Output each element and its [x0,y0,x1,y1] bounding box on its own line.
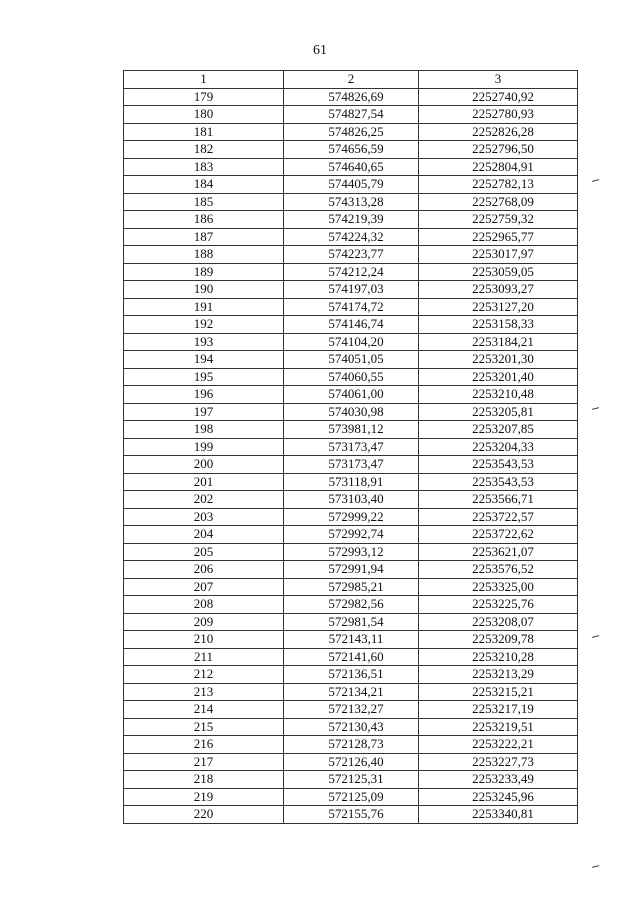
cell-point-number: 205 [124,543,284,561]
cell-y-coordinate: 2252796,50 [419,141,578,159]
table-row [124,123,578,141]
cell-y-coordinate: 2253093,27 [419,281,578,299]
cell-point-number: 184 [124,176,284,194]
table-row [124,193,578,211]
coordinates-table [123,70,578,824]
cell-y-coordinate: 2252759,32 [419,211,578,229]
cell-point-number: 181 [124,123,284,141]
cell-point-number: 219 [124,788,284,806]
cell-point-number: 195 [124,368,284,386]
cell-x-coordinate: 572992,74 [284,526,419,544]
table-row [124,176,578,194]
cell-point-number: 203 [124,508,284,526]
cell-y-coordinate: 2253213,29 [419,666,578,684]
cell-y-coordinate: 2253219,51 [419,718,578,736]
cell-point-number: 216 [124,736,284,754]
cell-point-number: 187 [124,228,284,246]
cell-x-coordinate: 572134,21 [284,683,419,701]
table-row [124,421,578,439]
table-row [124,543,578,561]
cell-point-number: 200 [124,456,284,474]
table-row [124,403,578,421]
margin-mark [592,407,599,410]
cell-y-coordinate: 2253543,53 [419,473,578,491]
column-header-x: 2 [284,71,419,89]
cell-y-coordinate: 2252826,28 [419,123,578,141]
table-row [124,648,578,666]
cell-x-coordinate: 572125,09 [284,788,419,806]
cell-x-coordinate: 572125,31 [284,771,419,789]
table-row [124,456,578,474]
cell-point-number: 197 [124,403,284,421]
table-row [124,736,578,754]
table-row [124,106,578,124]
cell-x-coordinate: 572136,51 [284,666,419,684]
cell-y-coordinate: 2253217,19 [419,701,578,719]
column-header-point: 1 [124,71,284,89]
cell-point-number: 183 [124,158,284,176]
cell-x-coordinate: 572130,43 [284,718,419,736]
cell-y-coordinate: 2253566,71 [419,491,578,509]
cell-y-coordinate: 2253201,40 [419,368,578,386]
cell-x-coordinate: 572143,11 [284,631,419,649]
cell-y-coordinate: 2252740,92 [419,88,578,106]
cell-y-coordinate: 2253325,00 [419,578,578,596]
cell-y-coordinate: 2253209,78 [419,631,578,649]
table-row [124,473,578,491]
cell-x-coordinate: 573173,47 [284,456,419,474]
table-row [124,526,578,544]
cell-x-coordinate: 574223,77 [284,246,419,264]
cell-point-number: 196 [124,386,284,404]
table-row [124,438,578,456]
cell-point-number: 210 [124,631,284,649]
cell-y-coordinate: 2253017,97 [419,246,578,264]
table-row [124,386,578,404]
cell-x-coordinate: 574405,79 [284,176,419,194]
cell-x-coordinate: 573981,12 [284,421,419,439]
cell-x-coordinate: 574030,98 [284,403,419,421]
table-row [124,88,578,106]
cell-x-coordinate: 574060,55 [284,368,419,386]
cell-x-coordinate: 572132,27 [284,701,419,719]
cell-x-coordinate: 574061,00 [284,386,419,404]
cell-point-number: 209 [124,613,284,631]
cell-y-coordinate: 2253207,85 [419,421,578,439]
cell-point-number: 206 [124,561,284,579]
cell-point-number: 215 [124,718,284,736]
table-row [124,578,578,596]
table-row [124,211,578,229]
table-row [124,246,578,264]
cell-point-number: 190 [124,281,284,299]
cell-x-coordinate: 572155,76 [284,806,419,824]
table-row [124,141,578,159]
cell-y-coordinate: 2252782,13 [419,176,578,194]
table-body [124,88,578,823]
cell-x-coordinate: 572128,73 [284,736,419,754]
table-row [124,228,578,246]
cell-point-number: 194 [124,351,284,369]
cell-point-number: 220 [124,806,284,824]
cell-x-coordinate: 572126,40 [284,753,419,771]
cell-x-coordinate: 572993,12 [284,543,419,561]
cell-point-number: 208 [124,596,284,614]
cell-point-number: 218 [124,771,284,789]
cell-x-coordinate: 572985,21 [284,578,419,596]
cell-x-coordinate: 572141,60 [284,648,419,666]
table-row [124,368,578,386]
table-header-row [124,71,578,89]
table-row [124,718,578,736]
table-row [124,491,578,509]
margin-mark [592,179,599,182]
cell-x-coordinate: 572981,54 [284,613,419,631]
table-row [124,561,578,579]
cell-point-number: 186 [124,211,284,229]
margin-mark [592,865,599,868]
table-row [124,158,578,176]
cell-point-number: 199 [124,438,284,456]
cell-y-coordinate: 2252780,93 [419,106,578,124]
cell-point-number: 213 [124,683,284,701]
table-row [124,298,578,316]
cell-y-coordinate: 2253127,20 [419,298,578,316]
margin-mark [592,635,599,638]
table-row [124,613,578,631]
cell-y-coordinate: 2252965,77 [419,228,578,246]
cell-y-coordinate: 2253059,05 [419,263,578,281]
cell-y-coordinate: 2253227,73 [419,753,578,771]
cell-y-coordinate: 2253210,48 [419,386,578,404]
cell-point-number: 214 [124,701,284,719]
cell-y-coordinate: 2253225,76 [419,596,578,614]
table-row [124,351,578,369]
cell-y-coordinate: 2253205,81 [419,403,578,421]
cell-x-coordinate: 574104,20 [284,333,419,351]
cell-y-coordinate: 2252768,09 [419,193,578,211]
cell-y-coordinate: 2253204,33 [419,438,578,456]
cell-x-coordinate: 573173,47 [284,438,419,456]
cell-y-coordinate: 2253222,21 [419,736,578,754]
cell-point-number: 192 [124,316,284,334]
cell-point-number: 202 [124,491,284,509]
cell-point-number: 193 [124,333,284,351]
table-row [124,806,578,824]
cell-point-number: 207 [124,578,284,596]
cell-x-coordinate: 573118,91 [284,473,419,491]
cell-x-coordinate: 574219,39 [284,211,419,229]
cell-x-coordinate: 574640,65 [284,158,419,176]
cell-point-number: 179 [124,88,284,106]
table-row [124,596,578,614]
cell-point-number: 191 [124,298,284,316]
table-row [124,771,578,789]
column-header-y: 3 [419,71,578,89]
table-row [124,263,578,281]
cell-y-coordinate: 2253340,81 [419,806,578,824]
cell-y-coordinate: 2253215,21 [419,683,578,701]
cell-point-number: 182 [124,141,284,159]
table-row [124,631,578,649]
cell-point-number: 189 [124,263,284,281]
cell-y-coordinate: 2253233,49 [419,771,578,789]
cell-x-coordinate: 574224,32 [284,228,419,246]
table-row [124,753,578,771]
cell-x-coordinate: 574146,74 [284,316,419,334]
cell-x-coordinate: 574212,24 [284,263,419,281]
cell-point-number: 212 [124,666,284,684]
cell-point-number: 201 [124,473,284,491]
page-number: 61 [313,43,327,58]
cell-x-coordinate: 574174,72 [284,298,419,316]
cell-x-coordinate: 572999,22 [284,508,419,526]
cell-point-number: 198 [124,421,284,439]
table-row [124,281,578,299]
cell-x-coordinate: 573103,40 [284,491,419,509]
cell-y-coordinate: 2253621,07 [419,543,578,561]
cell-y-coordinate: 2253576,52 [419,561,578,579]
cell-x-coordinate: 574656,59 [284,141,419,159]
table-row [124,666,578,684]
table-row [124,333,578,351]
cell-y-coordinate: 2253543,53 [419,456,578,474]
cell-x-coordinate: 574826,69 [284,88,419,106]
cell-y-coordinate: 2253158,33 [419,316,578,334]
cell-y-coordinate: 2253210,28 [419,648,578,666]
cell-x-coordinate: 574827,54 [284,106,419,124]
cell-y-coordinate: 2253208,07 [419,613,578,631]
cell-x-coordinate: 574051,05 [284,351,419,369]
cell-y-coordinate: 2253201,30 [419,351,578,369]
cell-point-number: 180 [124,106,284,124]
table-row [124,701,578,719]
cell-y-coordinate: 2253245,96 [419,788,578,806]
cell-point-number: 217 [124,753,284,771]
table-row [124,316,578,334]
cell-y-coordinate: 2253184,21 [419,333,578,351]
table-row [124,683,578,701]
cell-x-coordinate: 574826,25 [284,123,419,141]
cell-point-number: 185 [124,193,284,211]
cell-point-number: 188 [124,246,284,264]
cell-y-coordinate: 2253722,57 [419,508,578,526]
cell-point-number: 211 [124,648,284,666]
table-row [124,788,578,806]
cell-point-number: 204 [124,526,284,544]
cell-y-coordinate: 2253722,62 [419,526,578,544]
cell-x-coordinate: 572982,56 [284,596,419,614]
table-row [124,508,578,526]
cell-y-coordinate: 2252804,91 [419,158,578,176]
cell-x-coordinate: 574197,03 [284,281,419,299]
cell-x-coordinate: 572991,94 [284,561,419,579]
cell-x-coordinate: 574313,28 [284,193,419,211]
